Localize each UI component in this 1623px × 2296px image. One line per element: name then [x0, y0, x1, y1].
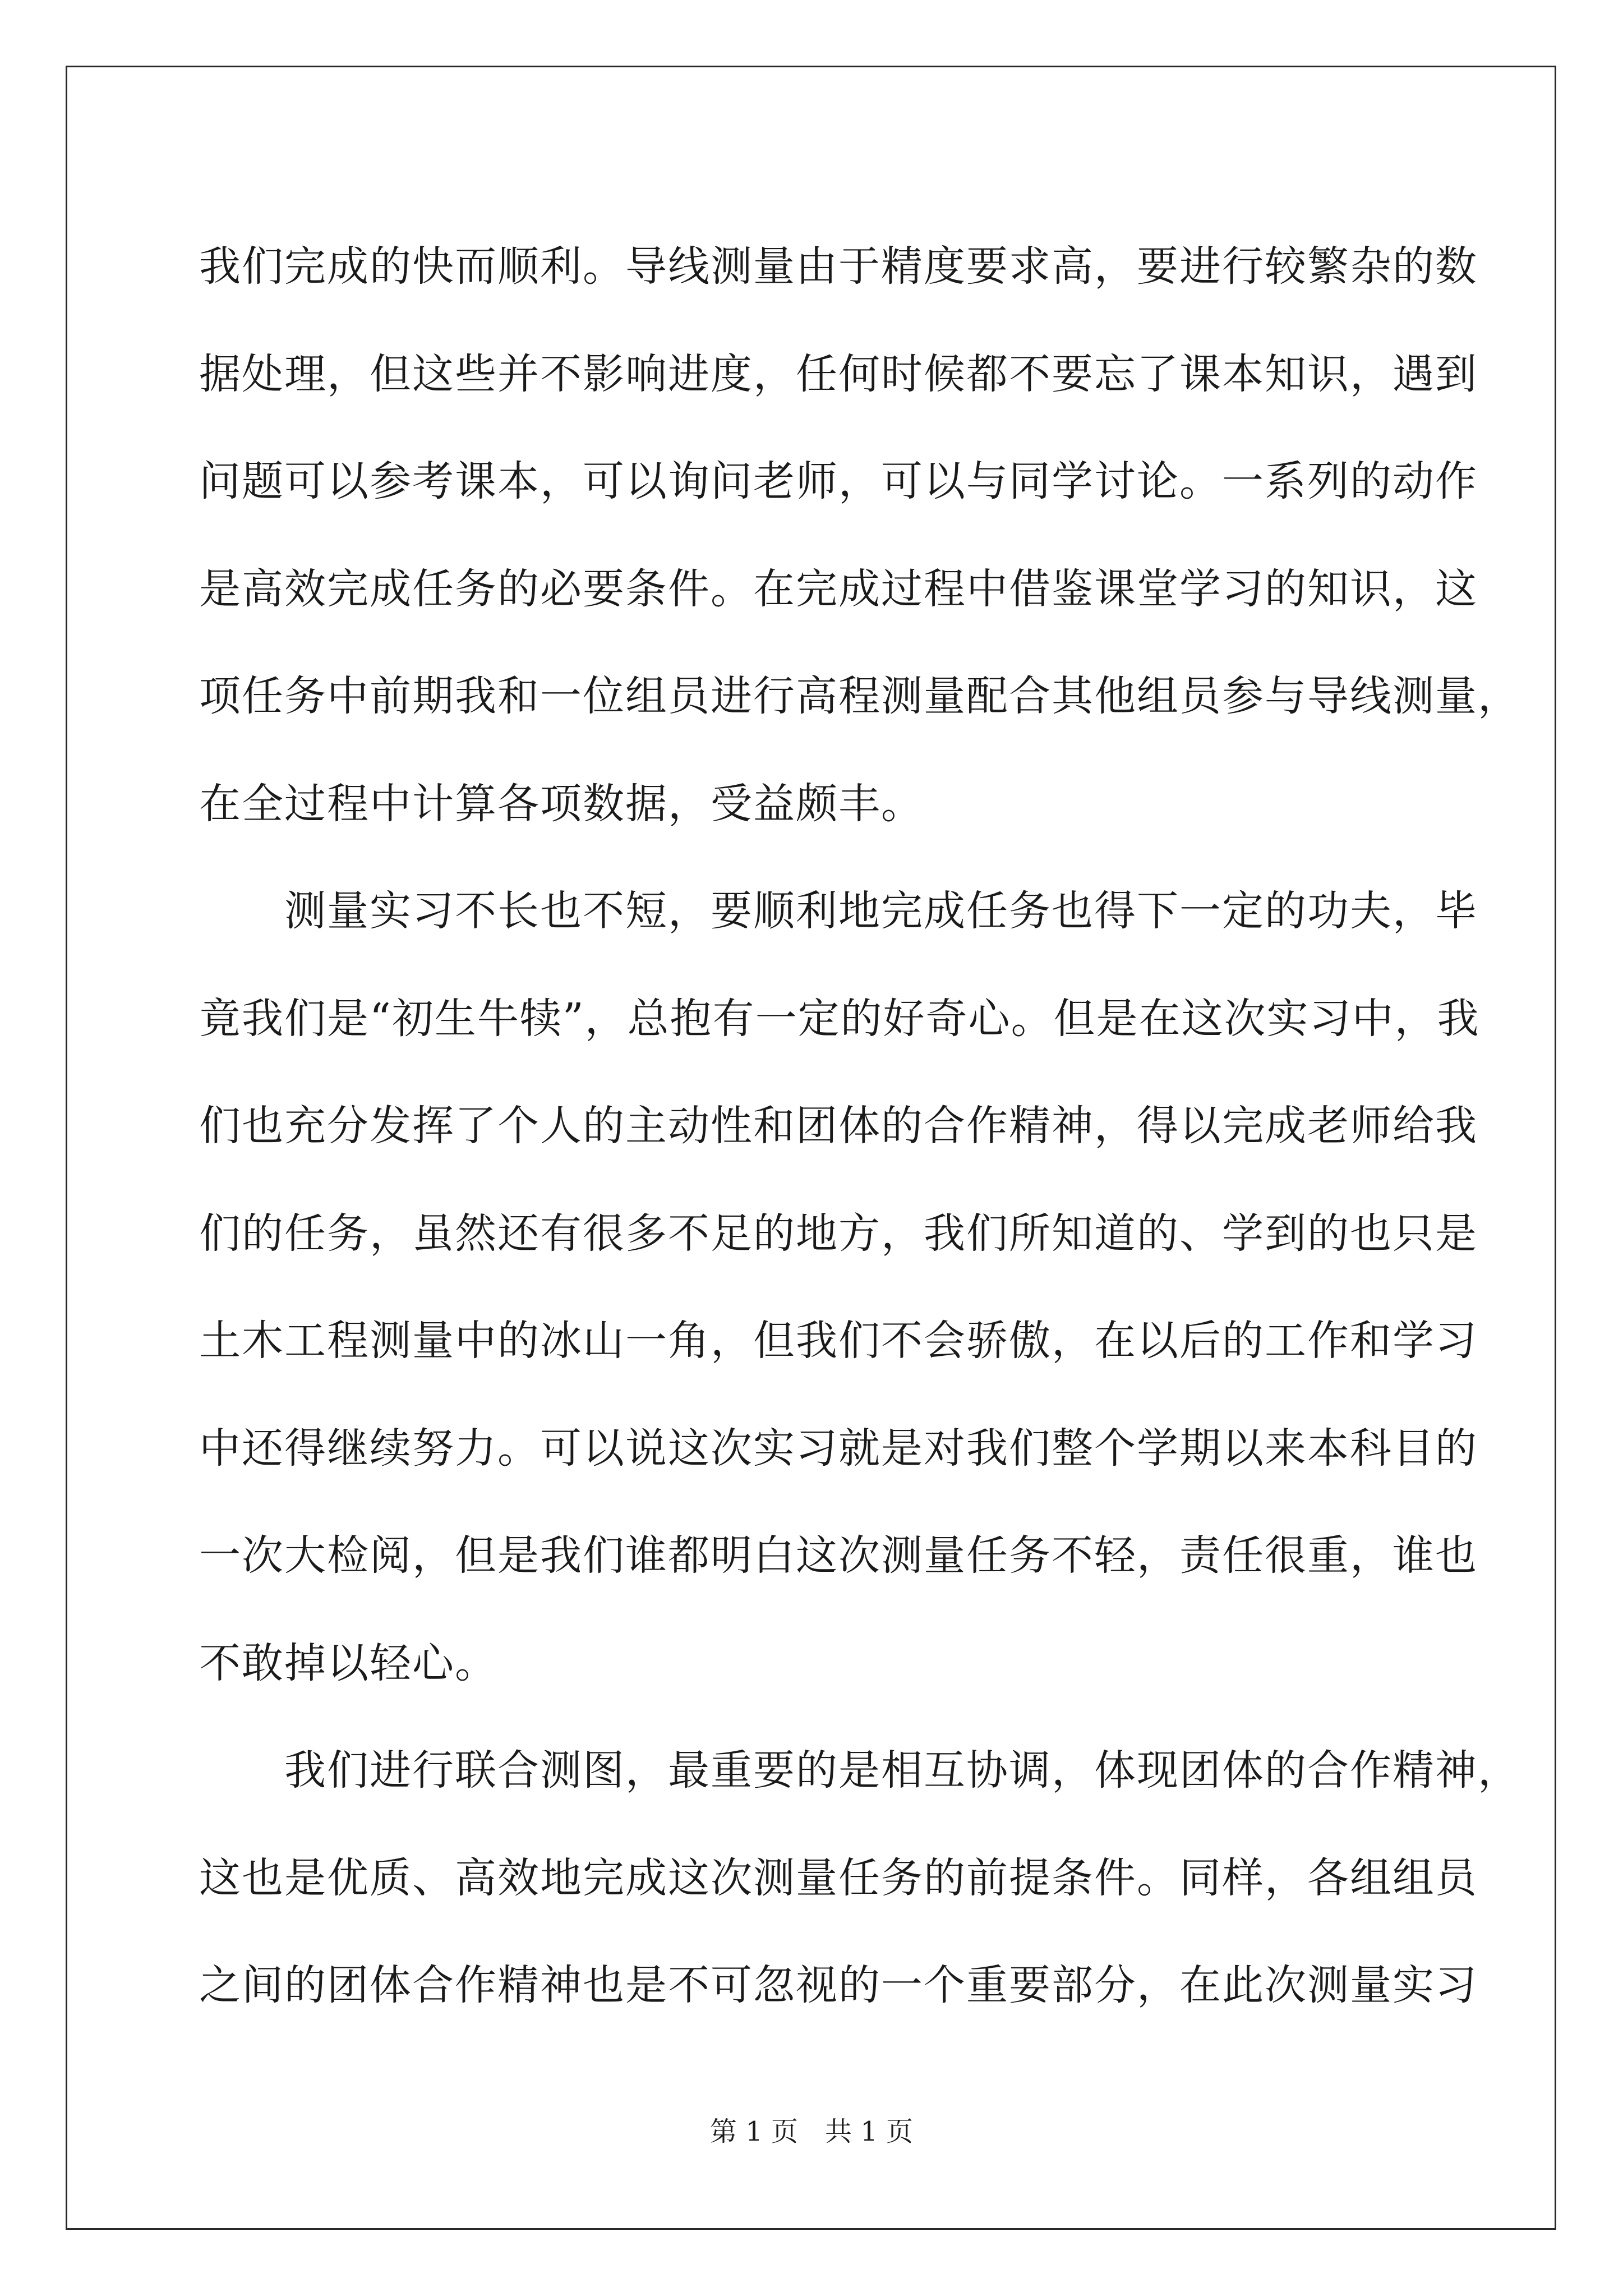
text-line: 项任务中前期我和一位组员进行高程测量配合其他组员参与导线测量， [199, 672, 1520, 720]
text-line: 之间的团体合作精神也是不可忽视的一个重要部分，在此次测量实习 [199, 1961, 1478, 2009]
document-body [199, 213, 1520, 2040]
text-line: 测量实习不长也不短，要顺利地完成任务也得下一定的功夫，毕 [199, 887, 1478, 935]
text-line: 在全过程中计算各项数据，受益颇丰。 [199, 779, 924, 828]
text-line: 这也是优质、高效地完成这次测量任务的前提条件。同样，各组组员 [199, 1853, 1478, 1902]
text-line: 中还得继续努力。可以说这次实习就是对我们整个学期以来本科目的 [199, 1424, 1478, 1473]
text-line: 竟我们是“初生牛犊”，总抱有一定的好奇心。但是在这次实习中，我 [199, 994, 1480, 1043]
text-line: 们的任务，虽然还有很多不足的地方，我们所知道的、学到的也只是 [199, 1209, 1478, 1258]
text-line: 我们完成的快而顺利。导线测量由于精度要求高，要进行较繁杂的数 [199, 242, 1478, 291]
page-number-footer: 第 1 页 共 1 页 [709, 2116, 914, 2147]
text-line: 是高效完成任务的必要条件。在完成过程中借鉴课堂学习的知识，这 [199, 564, 1478, 613]
text-line: 土木工程测量中的冰山一角，但我们不会骄傲，在以后的工作和学习 [199, 1317, 1478, 1365]
text-line: 一次大检阅，但是我们谁都明白这次测量任务不轻，责任很重，谁也 [199, 1531, 1478, 1580]
text-line: 据处理，但这些并不影响进度，任何时候都不要忘了课本知识，遇到 [199, 349, 1478, 398]
text-line: 不敢掉以轻心。 [199, 1639, 497, 1687]
text-line: 我们进行联合测图，最重要的是相互协调，体现团体的合作精神， [199, 1746, 1520, 1795]
text-line: 们也充分发挥了个人的主动性和团体的合作精神，得以完成老师给我 [199, 1102, 1478, 1150]
text-line: 问题可以参考课本，可以询问老师，可以与同学讨论。一系列的动作 [199, 457, 1478, 505]
